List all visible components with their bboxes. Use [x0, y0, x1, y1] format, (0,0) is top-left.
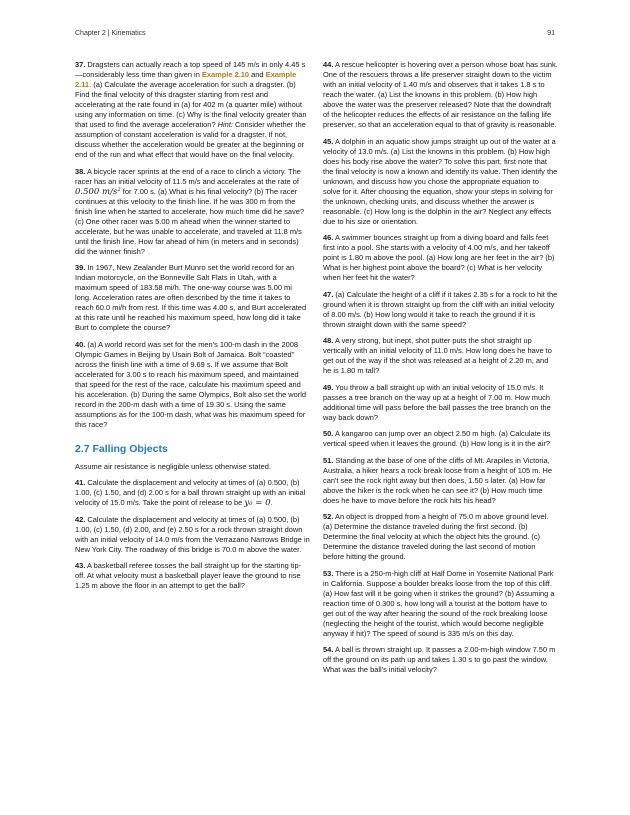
running-head: Chapter 2 | Kinematics [75, 30, 146, 37]
problem-44: 44. A rescue helicopter is hovering over a person whose boat has sunk. One of the rescuers throws a life preserver straight down to the victim with an initial velocity of 1.40 m/s and observes that it takes 1.8 s to reach the water. (a) List the knowns in this problem. (b) How high above the water was the preserver released? Note that the downdraft of the helicopter reduces the effects of air resistance on the falling life preserver, so that an acceleration equal to that of gravity is reasonable. [323, 60, 558, 129]
section-heading: 2.7 Falling Objects [75, 442, 168, 455]
problem-50: 50. A kangaroo can jump over an object 2.50 m high. (a) Calculate its vertical speed when it leaves the ground. (b) How long is it in the air? [323, 429, 551, 448]
problem-41: 41. Calculate the displacement and velocity at times of (a) 0.500, (b) 1.00, (c) 1.50, and (d) 2.00 s for a ball thrown straight up with an initial velocity of 15.0 m/s. Take the point of release to be y₀ = 0. [75, 478, 306, 508]
problem-47: 47. (a) Calculate the height of a cliff if it takes 2.35 s for a rock to hit the ground when it is thrown straight up from the cliff with an initial velocity of 8.00 m/s. (b) How long would it take to reach the ground if it is thrown straight down with the same speed? [323, 289, 558, 329]
example-2-10-link[interactable]: Example 2.10 [201, 70, 250, 79]
right-column [323, 60, 558, 682]
problem-40: 40. (a) A world record was set for the men's 100-m dash in the 2008 Olympic Games in Beijing by Usain Bolt of Jamaica. Bolt “coasted” across the finish line with a time of 9.69 s. If we assume that Bolt accelerated for 3.00 s to reach his maximum speed, and maintained that speed for the rest of the race, calculate his maximum speed and his acceleration. (b) During the same Olympics, Bolt also set the world record in the 200-m dash with a time of 19.30 s. Using the same assumptions as for the 100-m dash, what was his maximum speed for this race? [75, 339, 307, 429]
problem-49: 49. You throw a ball straight up with an initial velocity of 15.0 m/s. It passes a tree branch on the way up at a height of 7.00 m. How much additional time will pass before the ball passes the tree branch on the way back down? [323, 382, 551, 422]
problem-45: 45. A dolphin in an aquatic show jumps straight up out of the water at a velocity of 13.0 m/s. (a) List the knowns in this problem. (b) How high does his body rise above the water? To solve this part, first note that the final velocity is now a known and identify its value. Then identify the unknown, and discuss how you chose the appropriate equation to solve for it. After choosing the equation, show your steps in solving for the unknown, checking units, and discuss whether the answer is reasonable. (c) How long is the dolphin in the air? Neglect any effects due to his size or orientation. [323, 136, 558, 226]
problem-53: 53. There is a 250-m-high cliff at Half Dome in Yosemite National Park in California. Suppose a boulder breaks loose from the top of this cliff. (a) How fast will it be going when it strikes the ground? (b) Assuming a reaction time of 0.300 s, how long will a tourist at the bottom have to get out of the way after hearing the sound of the rock breaking loose (neglecting the height of the tourist, which would become negligible anyway if hit)? The speed of sound is 335 m/s on this day. [323, 568, 555, 638]
section-intro: Assume air resistance is negligible unless otherwise stated. [75, 461, 271, 471]
problem-46: 46. A swimmer bounces straight up from a diving board and falls feet first into a pool. She starts with a velocity of 4.00 m/s, and her takeoff point is 1.80 m above the pool. (a) How long are her feet in the air? (b) What is her highest point above the board? (c) What is her velocity when her feet hit the water? [323, 233, 555, 282]
problem-42: 42. Calculate the displacement and velocity at times of (a) 0.500, (b) 1.00, (c) 1.50, (d) 2.00, and (e) 2.50 s for a rock thrown straight down with an initial velocity of 14.0 m/s from the Verrazano Narrows Bridge in New York City. The roadway of this bridge is 70.0 m above the water. [75, 514, 310, 554]
page-number: 91 [547, 30, 555, 37]
acceleration-expression: 0.500 m/s² [75, 186, 121, 197]
example-2-11-link[interactable]: Example 2.11 [75, 70, 297, 89]
problem-39: 39. In 1967, New Zealander Burt Munro set the world record for an Indian motorcycle, on the Bonneville Salt Flats in Utah, with a maximum speed of 183.58 mi/h. The one-way course was 5.00 mi long. Acceleration rates are often described by the time it takes to reach 60.0 mi/h from rest. If this time was 4.00 s, and Burt accelerated at this rate until he reached his maximum speed, how long did it take Burt to complete the course? [75, 263, 307, 332]
problem-38: 38. A bicycle racer sprints at the end of a race to clinch a victory. The racer has an initial velocity of 11.5 m/s and accelerates at the rate of 0.500 m/s² for 7.00 s. (a) What is his final velocity? (b) The racer continues at this velocity to the finish line. If he was 300 m from the finish line when he started to accelerate, how much time did he save? (c) One other racer was 5.00 m ahead when the winner started to accelerate, but he was unable to accelerate, and traveled at 11.8 m/s until the finish line. How far ahead of him (in meters and in seconds) did the winner finish? [75, 166, 305, 256]
problem-52: 52. An object is dropped from a height of 75.0 m above ground level. (a) Determine the distance traveled during the first second. (b) Determine the final velocity at which the object hits the ground. (c) Determine the distance traveled during the last second of motion before hitting the ground. [323, 512, 549, 561]
problem-54: 54. A ball is thrown straight up. It passes a 2.00-m-high window 7.50 m off the ground on its path up and takes 1.30 s to go past the window. What was the ball's initial velocity? [323, 645, 556, 674]
problem-51: 51. Standing at the base of one of the cliffs of Mt. Arapiles in Victoria, Australia, a hiker hears a rock break loose from a height of 105 m. He can't see the rock right away but then does, 1.50 s later. (a) How far above the hiker is the rock when he can see it? (b) How much time does he have to move before the rock hits his head? [323, 455, 553, 505]
problem-48: 48. A very strong, but inept, shot putter puts the shot straight up vertically with an initial velocity of 11.0 m/s. How long does he have to get out of the way if the shot was released at a height of 2.20 m, and he is 1.80 m tall? [323, 336, 552, 375]
problem-37: 37. Dragsters can actually reach a top speed of 145 m/s in only 4.45 s—considerably less time than given in Example 2.10 and Example 2.11. (a) Calculate the average acceleration for such a dragster. (b) Find the final velocity of this dragster starting from rest and accelerating at the rate found in (a) for 402 m (a quarter mile) without using any information on time. (c) Why is the final velocity greater than that used to find the average acceleration? Hint: Consider whether the assumption of constant acceleration is valid for a dragster. If not, discuss whether the acceleration would be greater at the beginning or end of the run and what effect that would have on the final velocity. [75, 60, 307, 159]
problem-43: 43. A basketball referee tosses the ball straight up for the starting tip-off. At what velocity must a basketball player leave the ground to rise 1.25 m above the floor in an attempt to get the ball? [75, 561, 302, 590]
initial-position-expression: y₀ = 0 [244, 498, 271, 508]
left-column [75, 60, 310, 598]
